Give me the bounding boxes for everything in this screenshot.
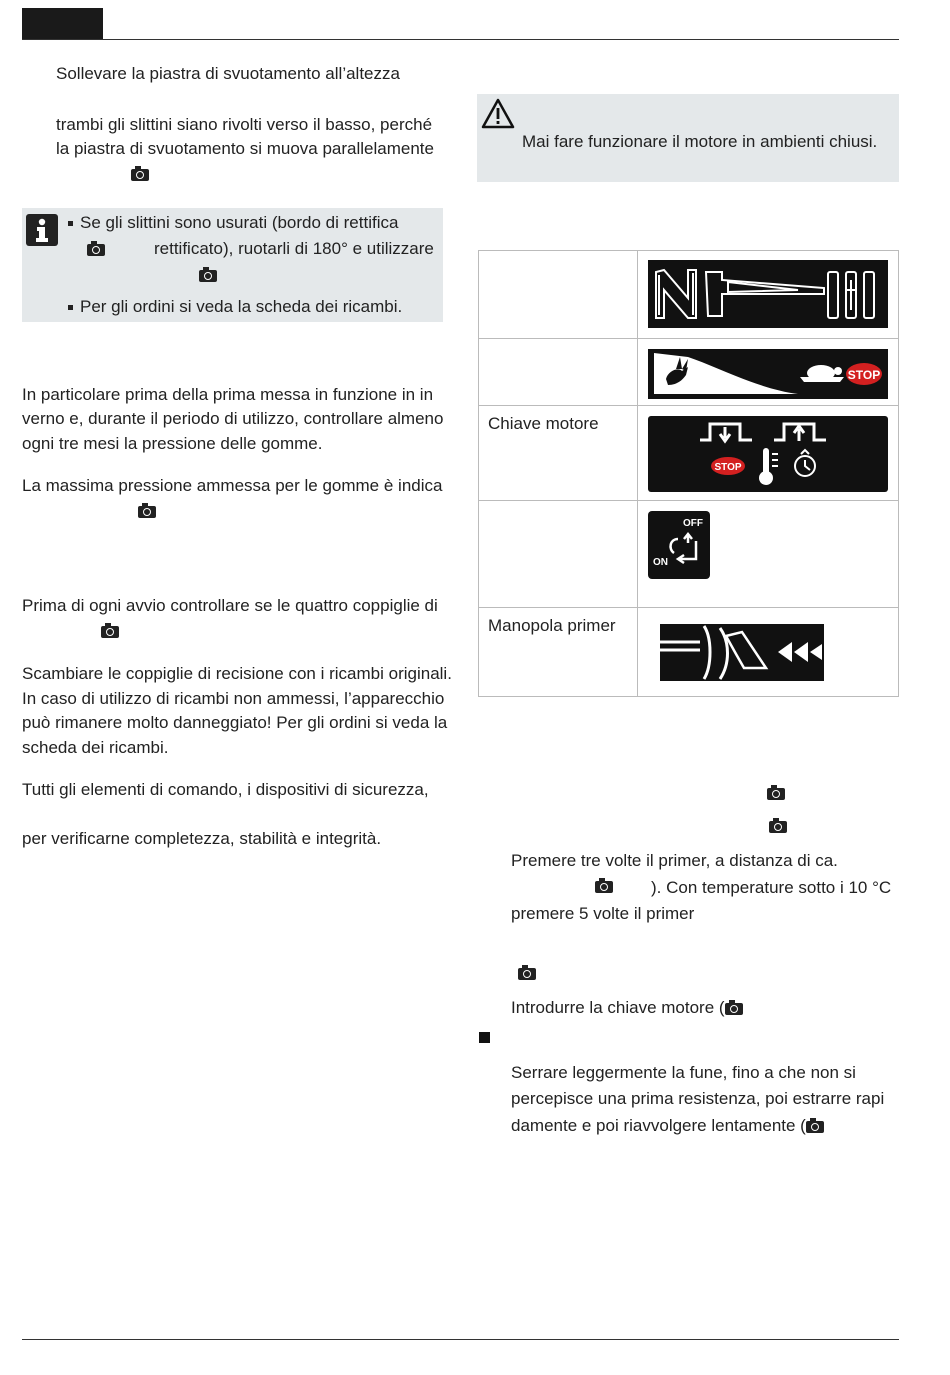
info-bullet1-line1: Se gli slittini sono usurati (bordo di rettifica [80, 213, 399, 232]
stop-label: STOP [847, 367, 880, 382]
table-cell-symbol [638, 501, 899, 608]
off-label: OFF [682, 517, 703, 529]
right-s2-text: Introdurre la chiave motore ( [511, 998, 725, 1017]
left-p6-line1: Scambiare le coppiglie di recisione con i ricambi originali. [22, 664, 452, 683]
left-p1-line1: Sollevare la piastra di svuotamento all’altezza [56, 64, 400, 83]
info-box [22, 208, 443, 322]
info-bullet1-line2: rettificato), ruotarli di 180° e utilizzare [154, 239, 434, 258]
camera-icon [769, 821, 787, 833]
header-tab [22, 8, 103, 40]
right-s2 [511, 997, 743, 1019]
camera-icon [806, 1121, 824, 1133]
stop-label: STOP [713, 461, 742, 473]
square-bullet-icon [479, 1032, 490, 1043]
engine-key-symbol-icon [648, 416, 888, 492]
on-off-switch-icon [648, 511, 710, 579]
camera-icon [595, 881, 613, 893]
left-p6-line4: scheda dei ricambi. [22, 738, 169, 757]
table-cell-label [479, 501, 638, 608]
camera-icon [725, 1003, 743, 1015]
table-cell-label [479, 339, 638, 406]
left-p5-line1: Prima di ogni avvio controllare se le quattro coppiglie di [22, 596, 438, 615]
left-p4-line1: La massima pressione ammessa per le gomme è indica [22, 476, 443, 495]
header-rule [22, 39, 899, 40]
table-cell-symbol [638, 339, 899, 406]
left-p7-line1: Tutti gli elementi di comando, i dispositivi di sicurezza, [22, 780, 429, 799]
table-cell-symbol [638, 406, 899, 501]
footer-rule [22, 1339, 899, 1340]
right-s3-line3-text: damente e poi riavvolgere lentamente ( [511, 1116, 806, 1135]
row-label-manopola-primer: Manopola primer [488, 616, 616, 635]
right-s1-line3: premere 5 volte il primer [511, 904, 695, 923]
camera-icon [87, 244, 105, 256]
table-cell-label [479, 608, 638, 697]
info-bullet2: Per gli ordini si veda la scheda dei ricambi. [80, 297, 403, 316]
warning-text: Mai fare funzionare il motore in ambienti chiusi. [522, 132, 878, 151]
left-p3-line2: verno e, durante il periodo di utilizzo, controllare almeno [22, 409, 444, 428]
camera-icon [199, 270, 217, 282]
throttle-symbol-icon [648, 349, 888, 399]
table-cell-symbol [638, 251, 899, 339]
left-p7-line2: per verificarne completezza, stabilità e integrità. [22, 829, 382, 848]
left-p6-line3: può rimanere molto danneggiato! Per gli ordini si veda la [22, 713, 448, 732]
right-s1-line2: ). Con temperature sotto i 10 °C [651, 878, 892, 897]
row-label-chiave-motore: Chiave motore [488, 414, 599, 433]
warning-box [477, 94, 899, 182]
left-p3-line1: In particolare prima della prima messa in funzione in in [22, 385, 434, 404]
table-cell-symbol [638, 608, 899, 697]
table-cell-label [479, 251, 638, 339]
right-s3-line1: Serrare leggermente la fune, fino a che non si [511, 1063, 856, 1082]
bullet-icon [68, 305, 73, 310]
camera-icon [138, 506, 156, 518]
info-icon [26, 214, 58, 246]
bullet-icon [68, 221, 73, 226]
table-cell-label [479, 406, 638, 501]
right-s3-line2: percepisce una prima resistenza, poi estrarre rapi [511, 1089, 885, 1108]
left-p2-line1: trambi gli slittini siano rivolti verso il basso, perché [56, 115, 433, 134]
left-p2-line2: la piastra di svuotamento si muova parallelamente [56, 139, 434, 158]
left-p6-line2: In caso di utilizzo di ricambi non ammessi, l’apparecchio [22, 689, 445, 708]
on-label: ON [652, 556, 668, 568]
left-p3-line3: ogni tre mesi la pressione delle gomme. [22, 434, 323, 453]
right-s3-line3 [511, 1115, 824, 1137]
camera-icon [101, 626, 119, 638]
camera-icon [131, 169, 149, 181]
camera-icon [767, 788, 785, 800]
controls-table [478, 250, 899, 697]
camera-icon [518, 968, 536, 980]
warning-icon [481, 98, 515, 130]
right-s1-line1: Premere tre volte il primer, a distanza di ca. [511, 851, 838, 870]
primer-symbol-icon [660, 624, 824, 681]
choke-symbol-icon [648, 260, 888, 328]
